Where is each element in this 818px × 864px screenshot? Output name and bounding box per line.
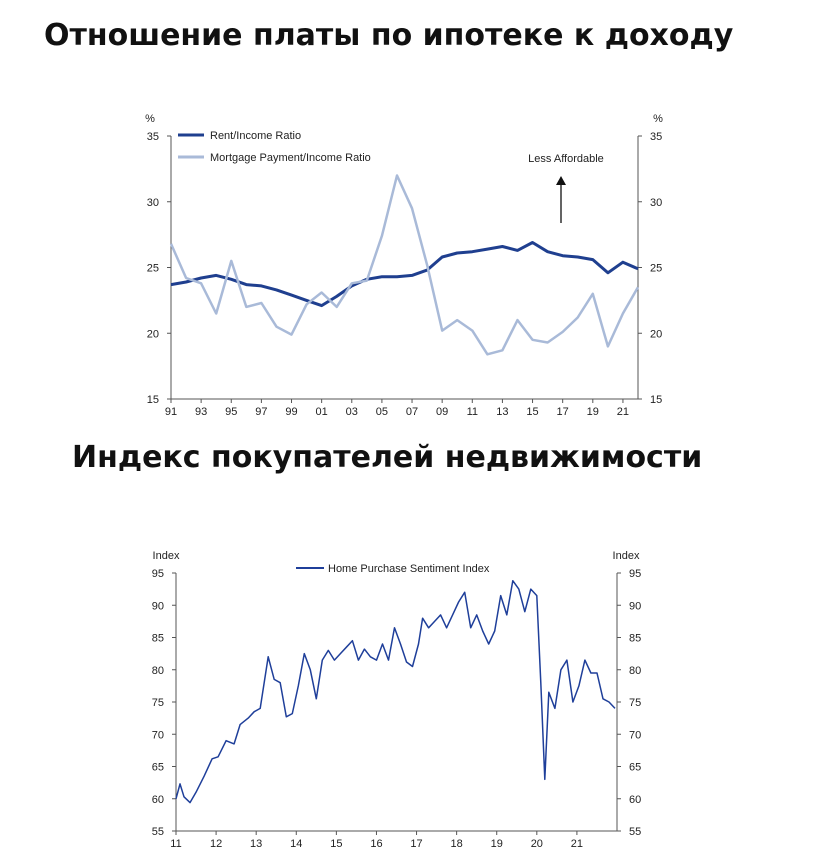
y-tick-label-left: 25 (146, 262, 159, 275)
y-tick-label-right: 80 (629, 664, 642, 677)
y-tick-label-right: 85 (629, 632, 642, 645)
x-tick-label: 17 (556, 406, 569, 418)
annotation-less-affordable: Less Affordable (528, 153, 604, 165)
y-tick-label-left: 70 (151, 729, 164, 742)
y-unit-label-left: Index (152, 550, 180, 562)
x-tick-label: 21 (616, 406, 630, 418)
y-unit-label-right: Index (612, 550, 640, 562)
y-tick-label-left: 55 (151, 826, 164, 838)
y-tick-label-right: 20 (650, 328, 663, 341)
y-tick-label-right: 25 (650, 262, 663, 275)
y-tick-label-left: 30 (146, 196, 159, 209)
y-tick-label-left: 20 (146, 328, 159, 341)
x-tick-label: 09 (436, 406, 449, 418)
x-tick-label: 91 (164, 406, 178, 418)
y-tick-label-right: 75 (629, 697, 642, 709)
y-tick-label-left: 90 (151, 600, 164, 613)
y-tick-label-left: 65 (151, 761, 164, 774)
x-tick-label: 19 (586, 406, 599, 418)
y-tick-label-left: 35 (146, 131, 159, 143)
y-unit-label-right: % (653, 113, 663, 125)
y-tick-label-left: 15 (146, 394, 159, 406)
y-tick-label-left: 85 (151, 632, 164, 645)
x-tick-label: 14 (290, 838, 303, 850)
y-tick-label-right: 70 (629, 729, 642, 742)
y-tick-label-right: 15 (650, 394, 663, 406)
x-tick-label: 05 (375, 406, 389, 418)
x-tick-label: 99 (285, 406, 298, 418)
x-tick-label: 12 (209, 838, 223, 850)
x-tick-label: 11 (170, 838, 182, 850)
x-tick-label: 19 (490, 838, 503, 850)
y-tick-label-right: 60 (629, 793, 642, 806)
series-line-2 (171, 176, 638, 355)
annotation-arrow-head (556, 176, 566, 185)
chart-title-mortgage: Отношение платы по ипотеке к доходу (44, 18, 734, 53)
x-tick-label: 18 (450, 838, 463, 850)
x-tick-label: 97 (255, 406, 268, 418)
y-tick-label-left: 60 (151, 793, 164, 806)
x-tick-label: 15 (330, 838, 343, 850)
y-tick-label-right: 55 (629, 826, 642, 838)
x-tick-label: 13 (250, 838, 263, 850)
legend-label-1: Home Purchase Sentiment Index (328, 563, 490, 575)
y-unit-label-left: % (145, 113, 155, 125)
x-tick-label: 13 (496, 406, 509, 418)
y-tick-label-left: 75 (151, 697, 164, 709)
legend-label-1: Rent/Income Ratio (210, 130, 302, 142)
y-tick-label-right: 65 (629, 761, 642, 774)
x-tick-label: 21 (570, 838, 584, 850)
y-tick-label-right: 90 (629, 600, 642, 613)
x-tick-label: 11 (466, 406, 479, 418)
x-tick-label: 17 (410, 838, 423, 850)
mortgage-income-chart (0, 100, 818, 430)
x-tick-label: 95 (225, 406, 238, 418)
x-tick-label: 93 (195, 406, 208, 418)
y-tick-label-right: 30 (650, 196, 663, 209)
x-tick-label: 15 (526, 406, 539, 418)
home-purchase-sentiment-chart (0, 530, 818, 860)
series-line-1 (176, 581, 615, 803)
x-tick-label: 01 (315, 406, 328, 418)
y-tick-label-right: 35 (650, 131, 663, 143)
series-line-1 (171, 243, 638, 306)
y-tick-label-left: 80 (151, 664, 164, 677)
chart-title-sentiment: Индекс покупателей недвижимости (72, 440, 703, 475)
y-tick-label-right: 95 (629, 568, 642, 580)
x-tick-label: 16 (370, 838, 383, 850)
x-tick-label: 07 (405, 406, 419, 418)
x-tick-label: 20 (530, 838, 543, 850)
legend-label-2: Mortgage Payment/Income Ratio (210, 152, 371, 164)
x-tick-label: 03 (345, 406, 358, 418)
y-tick-label-left: 95 (151, 568, 164, 580)
